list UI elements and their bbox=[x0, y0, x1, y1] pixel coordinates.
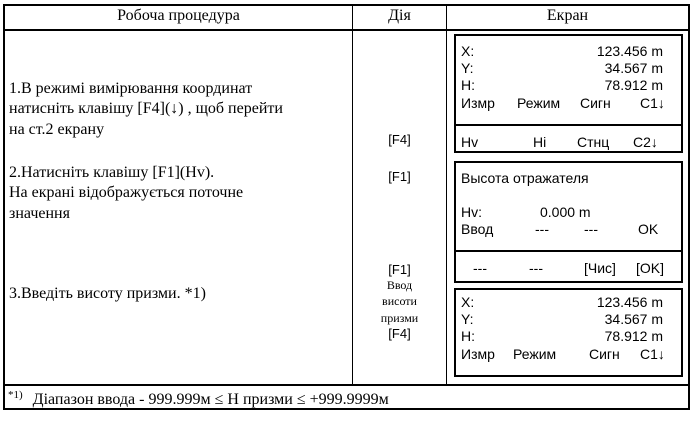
s1-y-value: 34.567 m bbox=[604, 60, 663, 76]
s3-softkey-4: C1↓ bbox=[640, 346, 665, 362]
footnote-text: Діапазон ввода - 999.999м ≤ H призми ≤ +999.9999м bbox=[32, 391, 389, 409]
s1-page2-key-4: C2↓ bbox=[633, 134, 658, 150]
s3-softkey-3: Сигн bbox=[589, 346, 620, 362]
s2-softkey-4: [OK] bbox=[636, 260, 665, 276]
s3-softkey-1: Измр bbox=[461, 346, 495, 362]
s3-x-value: 123.456 m bbox=[596, 294, 663, 310]
s3-h-label: H: bbox=[461, 328, 475, 344]
header-divider bbox=[3, 29, 690, 31]
action-f1: [F1] bbox=[388, 169, 411, 184]
action-3-line-4: призми bbox=[380, 311, 419, 325]
s1-softkey-4: C1↓ bbox=[640, 95, 665, 111]
s2-hv-value: 0.000 m bbox=[540, 204, 591, 220]
s1-page2-key-1: Hv bbox=[461, 134, 479, 150]
s1-softkey-1: Измр bbox=[461, 95, 495, 111]
lcd-screen-1 bbox=[454, 34, 683, 153]
s1-page2-key-2: Hi bbox=[533, 134, 547, 150]
step-3-line-1: 3.Введіть висоту призми. *1) bbox=[9, 285, 206, 302]
lcd-screen-2 bbox=[454, 161, 683, 283]
step-1-line-2: натисніть клавішу [F4](↓) , щоб перейти bbox=[9, 100, 283, 117]
step-2-line-2: На екрані відображується поточне bbox=[9, 184, 244, 201]
step-1-line-3: на ст.2 екрану bbox=[9, 121, 105, 138]
action-3-f1: [F1] bbox=[388, 262, 411, 277]
s2-input-1: Ввод bbox=[461, 221, 494, 237]
s2-input-4: OK bbox=[638, 221, 659, 237]
s1-page2-key-3: Стнц bbox=[577, 134, 610, 150]
s1-h-value: 78.912 m bbox=[604, 77, 663, 93]
s1-page-divider bbox=[456, 124, 681, 126]
s1-softkey-3: Сигн bbox=[580, 95, 611, 111]
s3-y-label: Y: bbox=[461, 311, 474, 327]
s2-softkey-divider bbox=[456, 250, 681, 252]
s2-softkey-2: --- bbox=[529, 260, 543, 276]
s3-softkey-2: Режим bbox=[513, 346, 557, 362]
s2-softkey-3: [Чис] bbox=[584, 260, 616, 276]
s1-x-value: 123.456 m bbox=[596, 43, 663, 59]
s2-title: Высота отражателя bbox=[461, 170, 589, 186]
header-screen: Екран bbox=[546, 7, 589, 24]
s1-softkey-2: Режим bbox=[517, 95, 561, 111]
s3-h-value: 78.912 m bbox=[604, 328, 663, 344]
step-2-line-1: 2.Натисніть клавішу [F1](Hv). bbox=[9, 164, 215, 181]
lcd-screen-3 bbox=[454, 288, 683, 377]
action-3-line-2: Ввод bbox=[386, 278, 413, 292]
header-procedure: Робоча процедура bbox=[117, 7, 240, 24]
s1-x-label: X: bbox=[461, 43, 475, 59]
action-3-line-3: висоти bbox=[382, 294, 417, 308]
action-f4: [F4] bbox=[388, 132, 411, 147]
s1-h-label: H: bbox=[461, 77, 475, 93]
header-action: Дія bbox=[388, 7, 411, 24]
action-3-f4: [F4] bbox=[388, 326, 411, 341]
footer-divider bbox=[3, 384, 690, 386]
column-divider-2 bbox=[446, 4, 447, 385]
s2-input-3: --- bbox=[584, 221, 598, 237]
s2-input-2: --- bbox=[535, 221, 549, 237]
s3-y-value: 34.567 m bbox=[604, 311, 663, 327]
footnote-mark: *1) bbox=[8, 389, 23, 401]
footnote bbox=[8, 389, 389, 409]
s3-x-label: X: bbox=[461, 294, 475, 310]
s1-y-label: Y: bbox=[461, 60, 474, 76]
step-2-line-3: значення bbox=[9, 205, 70, 222]
step-1-line-1: 1.В режимі вимірювання координат bbox=[9, 80, 253, 97]
s2-softkey-1: --- bbox=[473, 260, 487, 276]
s2-hv-label: Hv: bbox=[461, 204, 482, 220]
